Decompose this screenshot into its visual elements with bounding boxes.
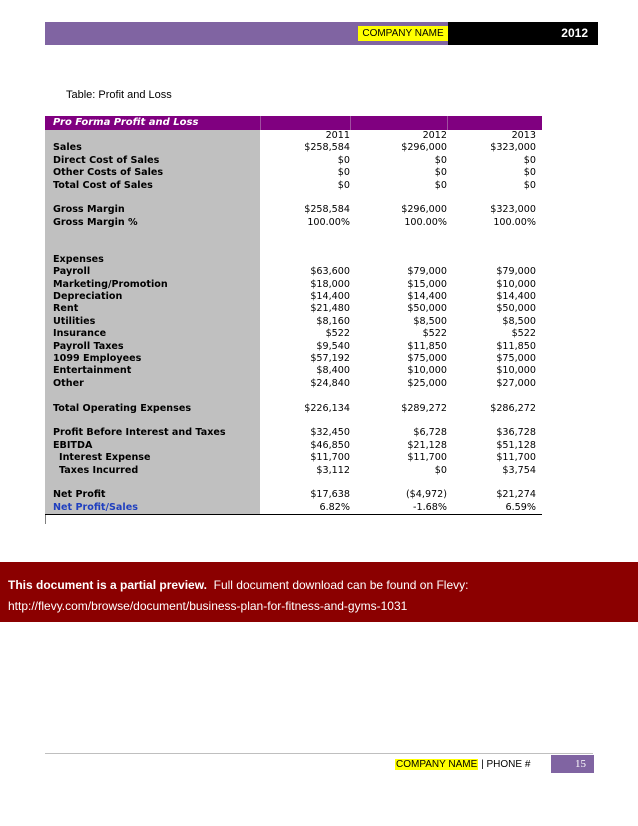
cell-value-2012: $0 <box>434 154 447 166</box>
cell-value-2012: $522 <box>422 328 447 340</box>
cell-value-2011: $226,134 <box>304 402 350 414</box>
footer-rule <box>45 753 593 754</box>
year-2013: 2013 <box>511 130 536 141</box>
header-divider <box>447 116 448 130</box>
cell-value-2011: $8,160 <box>316 315 350 327</box>
table-row <box>45 266 542 278</box>
row-label: Total Cost of Sales <box>45 180 260 192</box>
cell-value-2013: $50,000 <box>496 303 536 315</box>
page-number: 15 <box>551 755 594 773</box>
cell-value-2012: $10,000 <box>407 365 447 377</box>
row-label: Utilities <box>45 316 260 328</box>
row-label: Gross Margin <box>45 204 260 216</box>
row-label <box>45 229 260 241</box>
row-label: EBITDA <box>45 440 260 452</box>
row-label: 1099 Employees <box>45 353 260 365</box>
cell-value-2013: $8,500 <box>502 315 536 327</box>
cell-value-2013: $0 <box>523 154 536 166</box>
header-divider <box>350 116 351 130</box>
cell-value-2013: $51,128 <box>496 439 536 451</box>
cell-value-2012: ($4,972) <box>405 489 447 501</box>
cell-value-2013: 6.59% <box>505 501 536 513</box>
table-row <box>45 465 542 477</box>
row-label: Direct Cost of Sales <box>45 155 260 167</box>
cell-value-2013: $11,700 <box>496 452 536 464</box>
cell-value-2011: $258,584 <box>304 204 350 216</box>
row-label: Marketing/Promotion <box>45 279 260 291</box>
row-label: Interest Expense <box>45 452 260 464</box>
row-label: Rent <box>45 303 260 315</box>
cell-value-2011: 6.82% <box>319 501 350 513</box>
row-label: Other Costs of Sales <box>45 167 260 179</box>
cell-value-2012: $296,000 <box>401 142 447 154</box>
row-label: Taxes Incurred <box>45 465 260 477</box>
table-row <box>45 242 542 254</box>
table-row <box>45 142 542 154</box>
row-label: Other <box>45 378 260 390</box>
cell-value-2012: $0 <box>434 167 447 179</box>
row-label: Sales <box>45 142 260 154</box>
cell-value-2011: $11,700 <box>310 452 350 464</box>
row-label <box>45 390 260 402</box>
cell-value-2013: $21,274 <box>496 489 536 501</box>
table-row <box>45 217 542 229</box>
row-label: Profit Before Interest and Taxes <box>45 427 260 439</box>
banner-bold-text: This document is a partial preview. <box>8 578 207 592</box>
cell-value-2011: $57,192 <box>310 353 350 365</box>
cell-value-2012: $14,400 <box>407 291 447 303</box>
cell-value-2012: $6,728 <box>413 427 447 439</box>
cell-value-2012: $15,000 <box>407 278 447 290</box>
table-caption: Table: Profit and Loss <box>66 89 172 101</box>
profit-loss-table <box>45 116 542 515</box>
cell-value-2012: $21,128 <box>407 439 447 451</box>
cell-value-2011: $46,850 <box>310 439 350 451</box>
table-row <box>45 167 542 179</box>
cell-value-2012: $25,000 <box>407 377 447 389</box>
cell-value-2011: $0 <box>337 179 350 191</box>
row-label <box>45 477 260 489</box>
table-row <box>45 328 542 340</box>
cell-value-2011: $32,450 <box>310 427 350 439</box>
banner-text: Full document download can be found on Flevy: <box>213 578 469 592</box>
banner-link[interactable]: http://flevy.com/browse/document/business-plan-for-fitness-and-gyms-1031 <box>8 599 408 613</box>
table-row <box>45 180 542 192</box>
table-row <box>45 291 542 303</box>
cell-value-2011: $258,584 <box>304 142 350 154</box>
table-title: Pro Forma Profit and Loss <box>53 117 199 128</box>
header-company-name: COMPANY NAME <box>358 26 448 41</box>
footer-phone: PHONE # <box>486 759 531 770</box>
cell-value-2012: -1.68% <box>413 501 447 513</box>
cell-value-2013: $0 <box>523 167 536 179</box>
row-label: Entertainment <box>45 365 260 377</box>
year-row <box>45 130 542 142</box>
table-row <box>45 229 542 241</box>
table-row <box>45 192 542 204</box>
table-row <box>45 204 542 216</box>
footer-separator: | <box>481 759 484 770</box>
table-row <box>45 279 542 291</box>
preview-banner <box>0 562 638 622</box>
cell-value-2013: $286,272 <box>490 402 536 414</box>
row-label: Net Profit/Sales <box>45 502 260 514</box>
cell-value-2013: 100.00% <box>493 216 536 228</box>
table-row <box>45 365 542 377</box>
row-label: Payroll <box>45 266 260 278</box>
table-row <box>45 477 542 489</box>
cell-value-2013: $10,000 <box>496 365 536 377</box>
row-label <box>45 415 260 427</box>
cell-value-2013: $3,754 <box>502 464 536 476</box>
year-2011: 2011 <box>325 130 350 141</box>
cell-value-2011: 100.00% <box>307 216 350 228</box>
table-row <box>45 316 542 328</box>
cell-value-2011: $522 <box>325 328 350 340</box>
table-row <box>45 155 542 167</box>
row-label <box>45 130 260 142</box>
cell-value-2011: $0 <box>337 167 350 179</box>
cell-value-2013: $79,000 <box>496 266 536 278</box>
cell-value-2012: $0 <box>434 464 447 476</box>
cell-value-2011: $8,400 <box>316 365 350 377</box>
table-row <box>45 489 542 501</box>
table-row <box>45 390 542 402</box>
cell-value-2012: $0 <box>434 179 447 191</box>
cell-value-2013: $11,850 <box>496 340 536 352</box>
cell-value-2012: $289,272 <box>401 402 447 414</box>
year-2012: 2012 <box>422 130 447 141</box>
row-label <box>45 192 260 204</box>
banner-line <box>8 578 468 592</box>
table-row <box>45 440 542 452</box>
cell-value-2011: $24,840 <box>310 377 350 389</box>
cell-value-2013: $14,400 <box>496 291 536 303</box>
footer-company-name: COMPANY NAME <box>396 759 478 770</box>
row-label <box>45 242 260 254</box>
cell-value-2012: $11,850 <box>407 340 447 352</box>
footer-text <box>395 758 530 772</box>
cell-value-2012: $11,700 <box>407 452 447 464</box>
table-body <box>45 142 542 515</box>
cell-value-2012: $296,000 <box>401 204 447 216</box>
table-row <box>45 254 542 266</box>
cell-value-2013: $10,000 <box>496 278 536 290</box>
cell-value-2013: $27,000 <box>496 377 536 389</box>
table-row <box>45 452 542 464</box>
table-header <box>45 116 542 130</box>
cell-value-2013: $323,000 <box>490 142 536 154</box>
row-label: Payroll Taxes <box>45 341 260 353</box>
table-row <box>45 403 542 415</box>
cell-value-2011: $3,112 <box>316 464 350 476</box>
cell-value-2013: $323,000 <box>490 204 536 216</box>
cell-value-2011: $14,400 <box>310 291 350 303</box>
cell-value-2012: $50,000 <box>407 303 447 315</box>
cell-value-2012: $75,000 <box>407 353 447 365</box>
row-label: Net Profit <box>45 489 260 501</box>
table-row <box>45 502 542 515</box>
cell-value-2013: $36,728 <box>496 427 536 439</box>
cell-value-2012: $8,500 <box>413 315 447 327</box>
cell-value-2013: $0 <box>523 179 536 191</box>
row-label: Depreciation <box>45 291 260 303</box>
cell-value-2013: $75,000 <box>496 353 536 365</box>
table-row <box>45 415 542 427</box>
cell-value-2011: $0 <box>337 154 350 166</box>
table-row <box>45 341 542 353</box>
table-row <box>45 303 542 315</box>
cell-value-2012: $79,000 <box>407 266 447 278</box>
cell-value-2011: $18,000 <box>310 278 350 290</box>
header-divider <box>260 116 261 130</box>
table-row <box>45 353 542 365</box>
cell-value-2011: $17,638 <box>310 489 350 501</box>
cell-value-2011: $63,600 <box>310 266 350 278</box>
row-label: Gross Margin % <box>45 217 260 229</box>
table-row <box>45 427 542 439</box>
cell-value-2011: $21,480 <box>310 303 350 315</box>
table-row <box>45 378 542 390</box>
header-year: 2012 <box>448 22 598 45</box>
cell-value-2013: $522 <box>511 328 536 340</box>
row-label: Insurance <box>45 328 260 340</box>
cell-value-2011: $9,540 <box>316 340 350 352</box>
cell-value-2012: 100.00% <box>404 216 447 228</box>
row-label: Total Operating Expenses <box>45 403 260 415</box>
row-label: Expenses <box>45 254 260 266</box>
